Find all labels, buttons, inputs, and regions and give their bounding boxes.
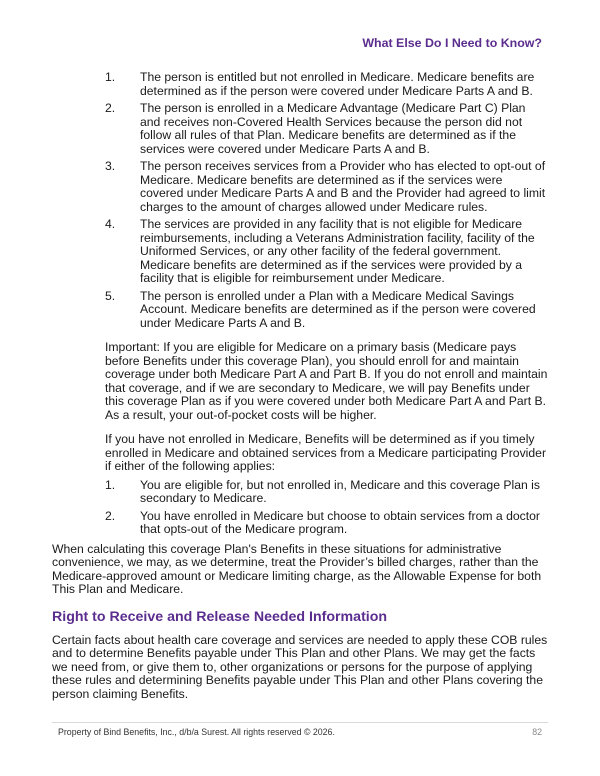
list-item-text: The services are provided in any facility that is not eligible for Medicare reimbursements, including a Veterans Administration facility, facility of the Uniformed Services, or any other facility of the federal government. Medicare benefits are determined as if the services were provided by a facility that is eligible for reimbursement under Medicare.	[140, 217, 535, 285]
list-item-text: You are eligible for, but not enrolled in, Medicare and this coverage Plan is secondary to Medicare.	[140, 477, 540, 505]
page-content	[52, 71, 548, 701]
list-item-text: The person receives services from a Provider who has elected to opt-out of Medicare. Medicare benefits are determined as if the services were covered under Medicare Parts A and B and the Provider had agreed to limit charges to the amount of charges allowed under Medicare rules.	[140, 159, 546, 214]
list-item	[105, 510, 548, 537]
list-item	[105, 218, 548, 286]
list-item	[105, 102, 548, 156]
list-item-text: You have enrolled in Medicare but choose to obtain services from a doctor that opts-out of the Medicare program.	[140, 508, 540, 536]
list-item-text: The person is enrolled in a Medicare Advantage (Medicare Part C) Plan and receives non-Covered Health Services because the person did not follow all rules of that Plan. Medicare benefits are determined as if the services were covered under Medicare Parts A and B.	[140, 101, 526, 156]
not-enrolled-conditions-list	[105, 479, 548, 537]
section-body-paragraph: Certain facts about health care coverage and services are needed to apply these COB rules and to determine Benefits payable under This Plan and other Plans. We may get the facts we need from, or give them to, other organizations or persons for the purpose of applying these rules and determining Benefits payable under This Plan and other Plans covering the person claiming Benefits.	[52, 632, 548, 701]
calculating-paragraph: When calculating this coverage Plan's Benefits in these situations for administrative convenience, we may, as we determine, treat the Provider’s billed charges, rather than the Medicare-approved amount or Medicare limiting charge, as the Allowable Expense for both This Plan and Medicare.	[52, 541, 542, 596]
footer-copyright: Property of Bind Benefits, Inc., d/b/a Surest. All rights reserved © 2026.	[58, 727, 335, 737]
page-header-title: What Else Do I Need to Know?	[362, 36, 542, 50]
list-item	[105, 71, 548, 98]
list-item	[105, 160, 548, 214]
list-item-number: 2.	[105, 508, 116, 523]
section-heading: Right to Receive and Release Needed Information	[52, 608, 388, 625]
list-item-number: 1.	[105, 477, 116, 492]
list-item-number: 3.	[105, 159, 116, 173]
list-item-number: 5.	[105, 288, 116, 303]
list-item-number: 1.	[105, 70, 116, 84]
footer-divider	[52, 722, 548, 723]
list-item-text: The person is enrolled under a Plan with a Medicare Medical Savings Account. Medicare benefits are determined as if the person were covered under Medicare Parts A and B.	[140, 288, 536, 330]
list-item-number: 2.	[105, 101, 116, 115]
list-item-number: 4.	[105, 217, 116, 231]
not-enrolled-paragraph: If you have not enrolled in Medicare, Benefits will be determined as if you timely enrolled in Medicare and obtained services from a Medicare participating Provider if either of the following applies:	[105, 432, 547, 473]
page-number: 82	[532, 727, 542, 737]
list-item	[105, 290, 548, 331]
medicare-conditions-list	[105, 71, 548, 330]
list-item	[105, 479, 548, 506]
list-item-text: The person is entitled but not enrolled in Medicare. Medicare benefits are determined as if the person were covered under Medicare Parts A and B.	[140, 70, 535, 98]
important-paragraph: Important: If you are eligible for Medicare on a primary basis (Medicare pays before Benefits under this coverage Plan), you should enroll for and maintain coverage under both Medicare Part A and Part B. If you do not enroll and maintain that coverage, and if we are secondary to Medicare, we will pay Benefits under this coverage Plan as if you were covered under both Medicare Part A and Part B. As a result, your out-of-pocket costs will be higher.	[105, 340, 548, 422]
